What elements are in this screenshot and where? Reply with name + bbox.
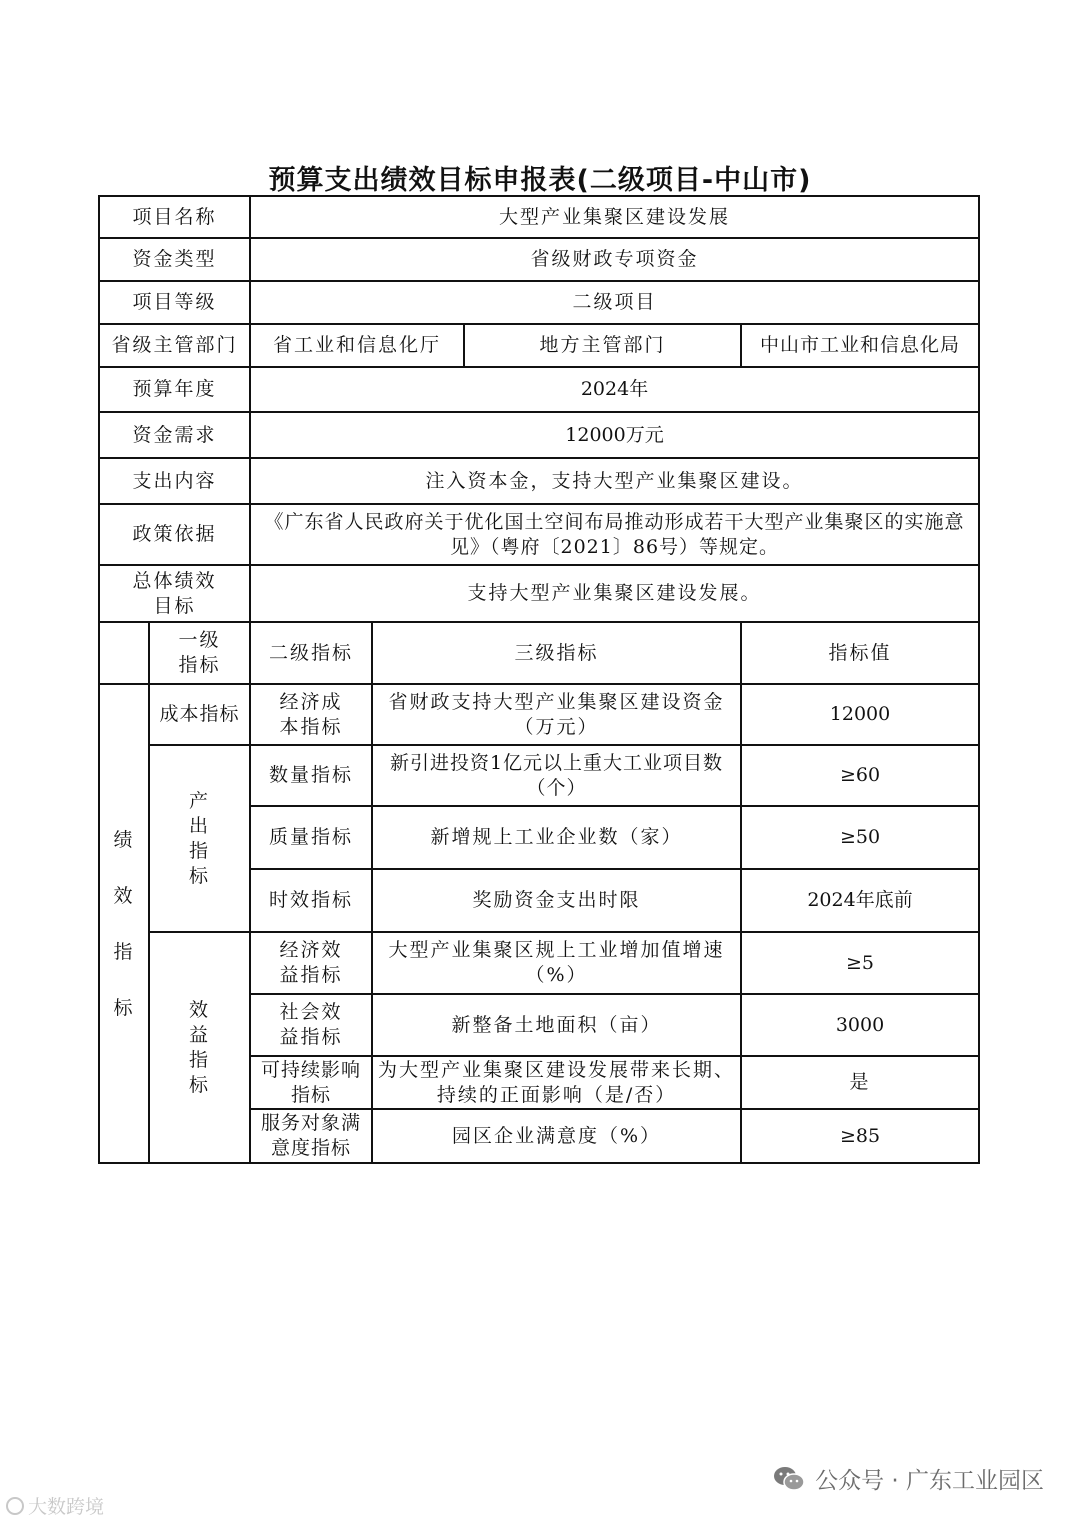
fund-type-label: 资金类型 (99, 238, 250, 281)
level2-cell (250, 1056, 372, 1109)
project-name-label: 项目名称 (99, 196, 250, 238)
indicator-value: ≥85 (741, 1109, 979, 1163)
brand-watermark-text: 大数跨境 (28, 1496, 105, 1518)
level2-cell (250, 1109, 372, 1163)
level3-cell: 新整备土地面积（亩） (372, 994, 741, 1056)
provincial-dept-value: 省工业和信息化厅 (250, 324, 464, 367)
indicator-header-blank (99, 622, 149, 684)
budget-year-label: 预算年度 (99, 367, 250, 412)
indicator-row (99, 745, 979, 806)
level3-cell: 奖励资金支出时限 (372, 869, 741, 932)
row-expenditure (99, 458, 979, 504)
level1-benefit-text: 效益指标 (189, 998, 211, 1096)
level2-cell: 质量指标 (250, 806, 372, 869)
level1-cost: 成本指标 (149, 684, 250, 745)
fund-demand-value: 12000万元 (250, 412, 979, 458)
level3-cell: 大型产业集聚区规上工业增加值增速（%） (372, 932, 741, 994)
indicator-value: 12000 (741, 684, 979, 745)
indicator-value: ≥60 (741, 745, 979, 806)
indicator-row (99, 684, 979, 745)
overall-goal-label (99, 565, 250, 622)
section-label-text: 绩效指标 (113, 828, 135, 1019)
local-dept-label: 地方主管部门 (464, 324, 741, 367)
level2-text: 经济效益指标 (279, 939, 343, 986)
watermark-ring-icon (6, 1497, 24, 1515)
row-departments (99, 324, 979, 367)
performance-indicator-section-label (99, 684, 149, 1163)
indicator-value: ≥50 (741, 806, 979, 869)
fund-type-value: 省级财政专项资金 (250, 238, 979, 281)
level1-output-text: 产出指标 (189, 789, 211, 887)
overall-goal-value: 支持大型产业集聚区建设发展。 (250, 565, 979, 622)
row-fund-type (99, 238, 979, 281)
header-value: 指标值 (741, 622, 979, 684)
project-level-value: 二级项目 (250, 281, 979, 324)
level3-cell: 省财政支持大型产业集聚区建设资金（万元） (372, 684, 741, 745)
level2-cell (250, 684, 372, 745)
overall-goal-label-text: 总体绩效目标 (132, 569, 217, 617)
expenditure-value: 注入资本金，支持大型产业集聚区建设。 (250, 458, 979, 504)
project-name-value: 大型产业集聚区建设发展 (250, 196, 979, 238)
indicator-value: ≥5 (741, 932, 979, 994)
header-level3: 三级指标 (372, 622, 741, 684)
level2-text: 可持续影响指标 (261, 1058, 362, 1106)
indicator-value: 2024年底前 (741, 869, 979, 932)
row-fund-demand (99, 412, 979, 458)
fund-demand-label: 资金需求 (99, 412, 250, 458)
row-policy (99, 504, 979, 565)
official-account-text: 公众号 · 广东工业园区 (815, 1468, 1044, 1494)
expenditure-label: 支出内容 (99, 458, 250, 504)
level2-text: 经济成本指标 (279, 690, 343, 738)
indicator-header-row (99, 622, 979, 684)
level3-cell: 为大型产业集聚区建设发展带来长期、持续的正面影响（是/否） (372, 1056, 741, 1109)
header-level1 (149, 622, 250, 684)
level2-text: 服务对象满意度指标 (261, 1112, 362, 1159)
indicator-row (99, 932, 979, 994)
level3-cell: 新增规上工业企业数（家） (372, 806, 741, 869)
provincial-dept-label: 省级主管部门 (99, 324, 250, 367)
row-project-name (99, 196, 979, 238)
row-budget-year (99, 367, 979, 412)
level1-benefit (149, 932, 250, 1163)
level2-cell: 数量指标 (250, 745, 372, 806)
row-project-level (99, 281, 979, 324)
indicator-value: 是 (741, 1056, 979, 1109)
policy-value: 《广东省人民政府关于优化国土空间布局推动形成若干大型产业集聚区的实施意见》（粤府〔2021〕86号）等规定。 (250, 504, 979, 565)
form-title: 预算支出绩效目标申报表(二级项目-中山市) (268, 165, 812, 196)
indicator-value: 3000 (741, 994, 979, 1056)
level2-cell (250, 994, 372, 1056)
policy-label: 政策依据 (99, 504, 250, 565)
performance-form-table (98, 195, 980, 1164)
budget-year-value: 2024年 (250, 367, 979, 412)
official-account-watermark (773, 1462, 1044, 1495)
level1-output (149, 745, 250, 932)
local-dept-value: 中山市工业和信息化局 (741, 324, 979, 367)
level2-text: 社会效益指标 (279, 1001, 343, 1048)
header-level2: 二级指标 (250, 622, 372, 684)
brand-watermark (6, 1492, 104, 1519)
level2-cell: 时效指标 (250, 869, 372, 932)
level3-cell: 园区企业满意度（%） (372, 1109, 741, 1163)
row-overall-goal (99, 565, 979, 622)
level3-cell: 新引进投资1亿元以上重大工业项目数（个） (372, 745, 741, 806)
header-level1-text: 一级指标 (178, 629, 221, 676)
level2-cell (250, 932, 372, 994)
project-level-label: 项目等级 (99, 281, 250, 324)
wechat-icon (773, 1465, 805, 1493)
